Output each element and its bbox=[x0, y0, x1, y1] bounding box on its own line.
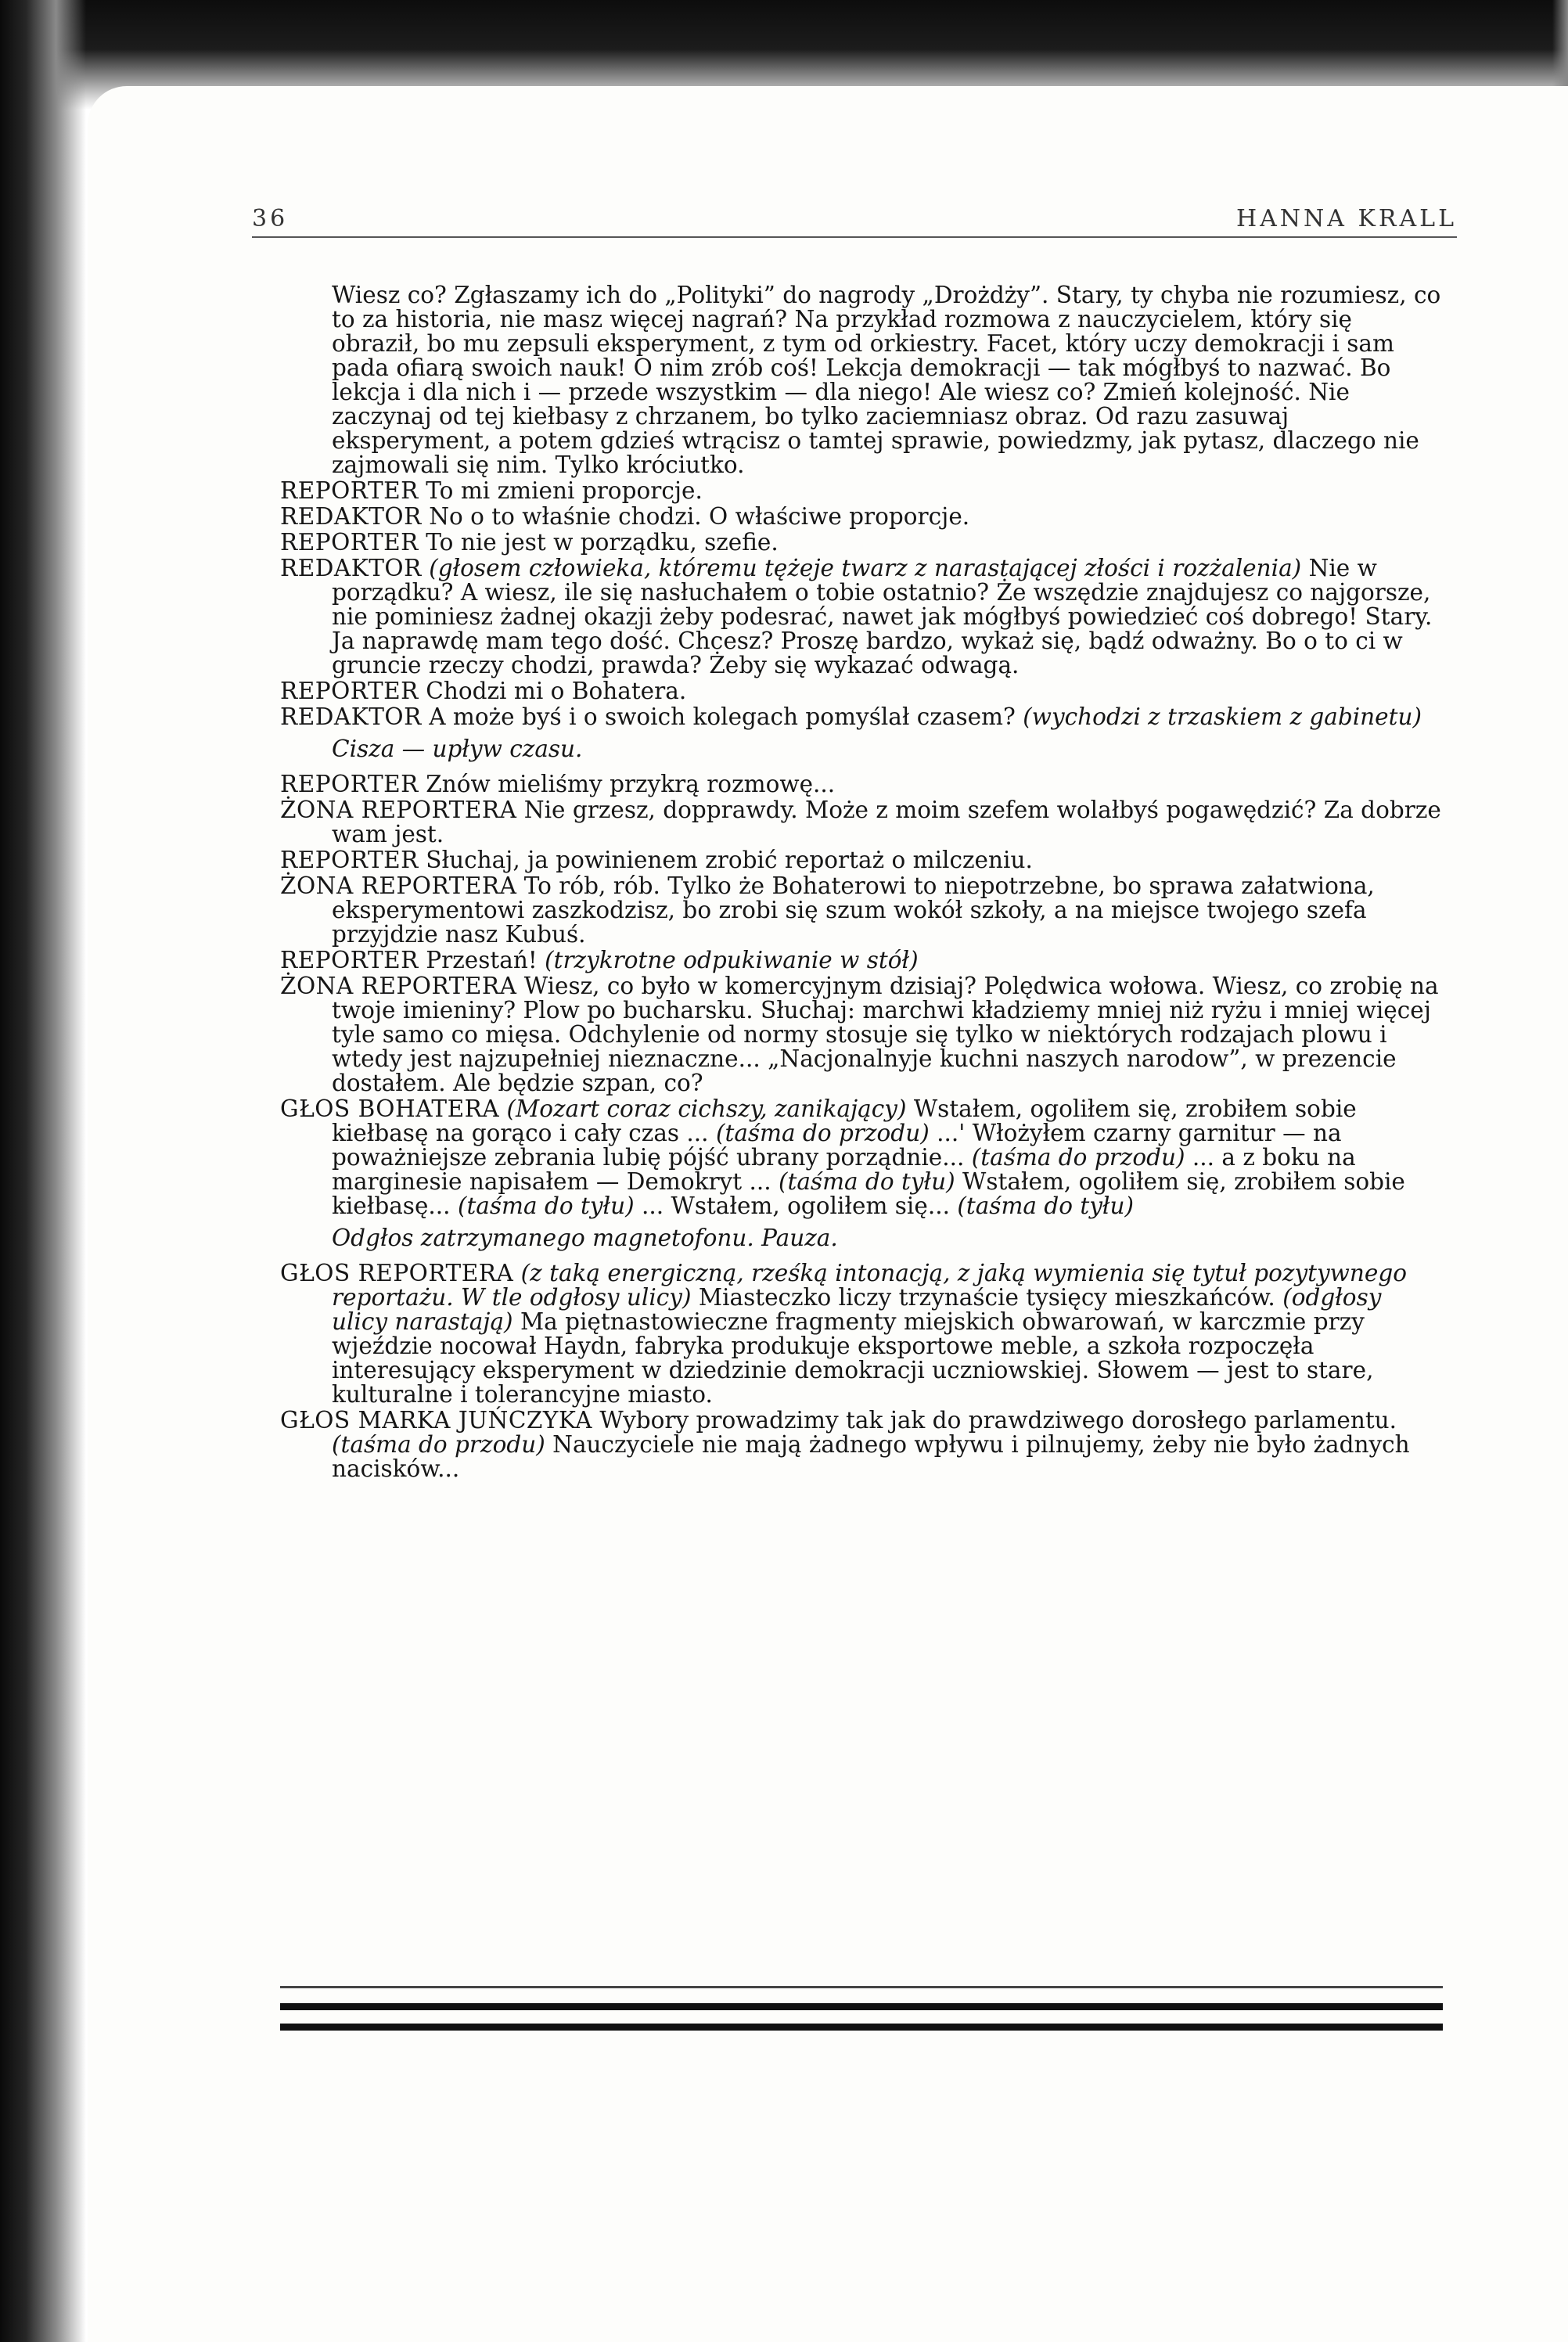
dialogue-text: ... a z boku na marginesie napisałem — Demokryt ... bbox=[332, 1144, 1356, 1195]
speaker-name: REPORTER bbox=[280, 771, 419, 797]
speaker-name: GŁOS MARKA JUŃCZYKA bbox=[280, 1407, 593, 1434]
speaker-name: REDAKTOR bbox=[280, 555, 422, 581]
dialogue-line bbox=[280, 848, 1443, 872]
dialogue-text: No o to właśnie chodzi. O właściwe proporcje. bbox=[429, 503, 970, 530]
scan-shadow-left bbox=[0, 0, 86, 2342]
speaker-name: ŻONA REPORTERA bbox=[280, 872, 517, 899]
stage-direction: (taśma do tyłu) bbox=[778, 1168, 955, 1195]
speaker-name: ŻONA REPORTERA bbox=[280, 797, 517, 823]
dialogue-line bbox=[280, 1408, 1443, 1481]
speaker-name: REPORTER bbox=[280, 847, 419, 873]
footer-rule-thick-top bbox=[280, 2003, 1443, 2010]
stage-direction: (taśma do tyłu) bbox=[457, 1193, 635, 1219]
speaker-name: GŁOS REPORTERA bbox=[280, 1260, 514, 1286]
speaker-name: REDAKTOR bbox=[280, 503, 422, 530]
dialogue-line bbox=[280, 679, 1443, 703]
dialogue-text: Ma piętnastowieczne fragmenty miejskich obwarowań, w karczmie przy wjeździe nocował Haydn, fabryka produkuje eksportowe meble, a szkoła rozpoczęła interesujący eksperyment w dziedzinie demokracji uczniowskiej. Słowem — jest to stare, kulturalne i tolerancyjne miasto. bbox=[332, 1308, 1374, 1408]
stage-direction: (taśma do przodu) bbox=[715, 1120, 930, 1146]
dialogue-line bbox=[280, 874, 1443, 947]
running-header bbox=[252, 202, 1457, 238]
speaker-name: REPORTER bbox=[280, 529, 419, 556]
dialogue-text: Wiesz, co było w komercyjnym dzisiaj? Polędwica wołowa. Wiesz, co zrobię na twoje imieniny? Plow po bucharsku. Słuchaj: marchwi kładziemy mniej niż ryżu i mniej więcej tyle samo co mięsa. Odchylenie od normy stosuje się tylko w niektórych rodzajach plowu i wtedy jest najzupełniej nieznaczne... „Nacjonalnyje kuchni naszych narodow”, w prezencie dostałem. Ale będzie szpan, co? bbox=[332, 973, 1439, 1096]
body-text bbox=[280, 283, 1443, 1483]
paragraph-continuation: Wiesz co? Zgłaszamy ich do „Polityki” do nagrody „Drożdży”. Stary, ty chyba nie rozumiesz, co to za historia, nie masz więcej nagrań? Na przykład rozmowa z nauczycielem, który się obraził, bo mu zepsuli eksperyment, z tym od orkiestry. Facet, który uczy demokracji i sam pada ofiarą swoich nauk! O nim zrób coś! Lekcja demokracji — tak mógłbyś to nazwać. Bo lekcja i dla nich i — przede wszystkim — dla niego! Ale wiesz co? Zmień kolejność. Nie zaczynaj od tej kiełbasy z chrzanem, bo tylko zaciemniasz obraz. Od razu zasuwaj eksperyment, a potem gdzieś wtrącisz o tamtej sprawie, powiedzmy, jak pytasz, dlaczego nie zajmowali się nim. Tylko króciutko. bbox=[332, 282, 1441, 478]
footer-rule-thick-bottom bbox=[280, 2024, 1443, 2031]
dialogue-line bbox=[280, 772, 1443, 797]
dialogue-line bbox=[280, 974, 1443, 1095]
dialogue-text: Przestań! bbox=[426, 947, 538, 973]
stage-direction-block: Odgłos zatrzymanego magnetofonu. Pauza. bbox=[332, 1225, 838, 1251]
speaker-name: REPORTER bbox=[280, 678, 419, 704]
dialogue-line bbox=[280, 479, 1443, 503]
stage-direction: (Mozart coraz cichszy, zanikający) bbox=[506, 1095, 907, 1122]
dialogue-text: ...' Włożyłem czarny garnitur — na poważniejsze zebrania lubię pójść ubrany porządnie... bbox=[332, 1120, 1342, 1171]
author-name: HANNA KRALL bbox=[1235, 205, 1457, 232]
dialogue-line bbox=[280, 798, 1443, 847]
dialogue-line bbox=[280, 1261, 1443, 1407]
speaker-name: ŻONA REPORTERA bbox=[280, 973, 517, 999]
stage-direction: (głosem człowieka, któremu tężeje twarz z narastającej złości i rozżalenia) bbox=[429, 555, 1302, 581]
dialogue-line bbox=[280, 505, 1443, 529]
dialogue-line bbox=[280, 948, 1443, 973]
dialogue-text: Nie grzesz, dopprawdy. Może z moim szefem wolałbyś pogawędzić? Za dobrze wam jest. bbox=[332, 797, 1441, 847]
dialogue-text: ... Wstałem, ogoliłem się... bbox=[641, 1193, 950, 1219]
stage-direction: (trzykrotne odpukiwanie w stół) bbox=[545, 947, 919, 973]
page-number: 36 bbox=[252, 205, 289, 232]
speaker-name: REPORTER bbox=[280, 947, 419, 973]
dialogue-text: Miasteczko liczy trzynaście tysięcy mieszkańców. bbox=[698, 1284, 1275, 1311]
dialogue-line bbox=[280, 705, 1443, 729]
speaker-name: REDAKTOR bbox=[280, 703, 422, 730]
stage-direction-block: Cisza — upływ czasu. bbox=[332, 736, 583, 762]
dialogue-line bbox=[280, 1097, 1443, 1218]
stage-direction: (taśma do przodu) bbox=[332, 1431, 545, 1458]
stage-direction: (taśma do przodu) bbox=[971, 1144, 1185, 1171]
dialogue-text: Chodzi mi o Bohatera. bbox=[426, 678, 687, 704]
dialogue-text: Wstałem, ogoliłem się, zrobiłem sobie kiełbasę na gorąco i cały czas ... bbox=[332, 1095, 1357, 1146]
dialogue-text: To mi zmieni proporcje. bbox=[426, 477, 703, 504]
stage-direction: (taśma do tyłu) bbox=[957, 1193, 1135, 1219]
stage-direction: (z taką energiczną, rześką intonacją, z jaką wymienia się tytuł pozytywnego reportażu. W tle odgłosy ulicy) bbox=[332, 1260, 1407, 1311]
dialogue-text: Nie w porządku? A wiesz, ile się nasłuchałem o tobie ostatnio? Że wszędzie znajdujesz co najgorsze, nie pominiesz żadnej okazji żeby podesrać, nawet jak mógłbyś powiedzieć coś dobrego! Stary. Ja naprawdę mam tego dość. Chcesz? Proszę bardzo, wykaż się, bądź odważny. Bo o to ci w gruncie rzeczy chodzi, prawda? Żeby się wykazać odwagą. bbox=[332, 555, 1433, 678]
speaker-name: REPORTER bbox=[280, 477, 419, 504]
dialogue-text: To rób, rób. Tylko że Bohaterowi to niepotrzebne, bo sprawa załatwiona, eksperymentowi zaszkodzisz, bo zrobi się szum wokół szkoły, a na miejsce twojego szefa przyjdzie nasz Kubuś. bbox=[332, 872, 1375, 948]
dialogue-text: A może byś i o swoich kolegach pomyślał czasem? bbox=[429, 703, 1016, 730]
dialogue-text: Wstałem, ogoliłem się, zrobiłem sobie kiełbasę... bbox=[332, 1168, 1405, 1219]
stage-direction: (odgłosy ulicy narastają) bbox=[332, 1284, 1382, 1335]
dialogue-text: Wybory prowadzimy tak jak do prawdziwego dorosłego parlamentu. bbox=[599, 1407, 1397, 1434]
dialogue-text: Znów mieliśmy przykrą rozmowę... bbox=[426, 771, 836, 797]
dialogue-line bbox=[280, 531, 1443, 555]
dialogue-text: To nie jest w porządku, szefie. bbox=[426, 529, 779, 556]
footer-rule-thin bbox=[280, 1986, 1443, 1988]
stage-direction: (wychodzi z trzaskiem z gabinetu) bbox=[1023, 703, 1422, 730]
dialogue-line bbox=[280, 556, 1443, 678]
dialogue-text: Nauczyciele nie mają żadnego wpływu i pilnujemy, żeby nie było żadnych nacisków... bbox=[332, 1431, 1410, 1482]
speaker-name: GŁOS BOHATERA bbox=[280, 1095, 500, 1122]
dialogue-text: Słuchaj, ja powinienem zrobić reportaż o milczeniu. bbox=[426, 847, 1033, 873]
